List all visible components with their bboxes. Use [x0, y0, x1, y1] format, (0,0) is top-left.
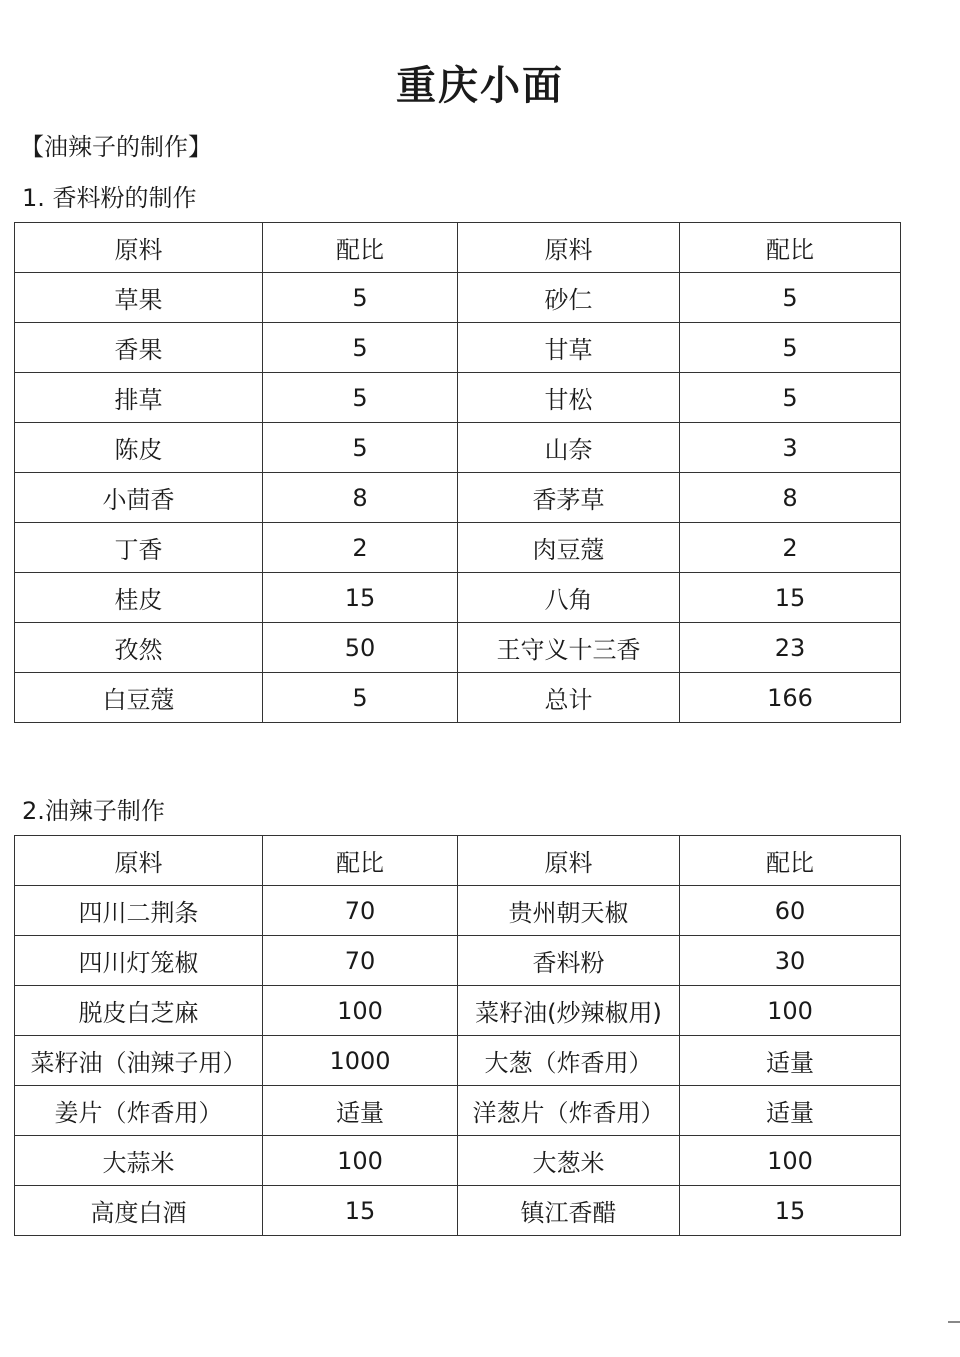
ingredient-cell: 甘草	[458, 323, 680, 373]
header-ratio: 配比	[680, 223, 901, 273]
ratio-cell: 5	[263, 323, 458, 373]
ingredient-cell: 姜片（炸香用）	[15, 1086, 263, 1136]
ratio-cell: 100	[680, 986, 901, 1036]
ingredient-cell: 香料粉	[458, 936, 680, 986]
ingredient-cell: 丁香	[15, 523, 263, 573]
table-row	[15, 1186, 901, 1236]
ratio-cell: 30	[680, 936, 901, 986]
ingredient-cell: 洋葱片（炸香用）	[458, 1086, 680, 1136]
table-row	[15, 1136, 901, 1186]
table-row	[15, 623, 901, 673]
ingredient-cell: 山奈	[458, 423, 680, 473]
ratio-cell: 5	[263, 673, 458, 723]
ratio-cell: 23	[680, 623, 901, 673]
ingredient-cell: 四川二荆条	[15, 886, 263, 936]
ratio-cell: 15	[680, 1186, 901, 1236]
header-ratio: 配比	[680, 836, 901, 886]
ingredient-cell: 甘松	[458, 373, 680, 423]
ratio-cell: 5	[680, 373, 901, 423]
section-1-heading: 1. 香料粉的制作	[22, 184, 197, 212]
header-ingredient: 原料	[458, 836, 680, 886]
ratio-cell: 5	[263, 373, 458, 423]
ingredient-cell: 香果	[15, 323, 263, 373]
ratio-cell: 50	[263, 623, 458, 673]
section-main-heading: 【油辣子的制作】	[20, 133, 212, 161]
ratio-cell: 适量	[680, 1086, 901, 1136]
table-header-row	[15, 223, 901, 273]
ingredient-cell: 菜籽油（油辣子用）	[15, 1036, 263, 1086]
table-row	[15, 986, 901, 1036]
ratio-cell: 15	[680, 573, 901, 623]
ingredient-cell: 镇江香醋	[458, 1186, 680, 1236]
section-2-heading: 2.油辣子制作	[22, 797, 165, 825]
ingredient-cell: 菜籽油(炒辣椒用)	[458, 986, 680, 1036]
ingredient-cell: 大葱（炸香用）	[458, 1036, 680, 1086]
ratio-cell: 70	[263, 886, 458, 936]
table-row	[15, 323, 901, 373]
ingredient-cell: 桂皮	[15, 573, 263, 623]
ratio-cell: 3	[680, 423, 901, 473]
header-ratio: 配比	[263, 836, 458, 886]
scan-edge-mark	[948, 1321, 960, 1323]
ratio-cell: 15	[263, 1186, 458, 1236]
header-ratio: 配比	[263, 223, 458, 273]
ingredient-cell: 脱皮白芝麻	[15, 986, 263, 1036]
page-title: 重庆小面	[396, 63, 564, 109]
table-row	[15, 273, 901, 323]
ingredient-cell: 砂仁	[458, 273, 680, 323]
ratio-cell: 2	[680, 523, 901, 573]
header-ingredient: 原料	[458, 223, 680, 273]
table-row	[15, 573, 901, 623]
total-label-cell: 总计	[458, 673, 680, 723]
table-row	[15, 423, 901, 473]
ingredient-cell: 孜然	[15, 623, 263, 673]
ingredient-cell: 高度白酒	[15, 1186, 263, 1236]
table-row	[15, 523, 901, 573]
ratio-cell: 适量	[680, 1036, 901, 1086]
ratio-cell: 8	[263, 473, 458, 523]
table-row	[15, 886, 901, 936]
ratio-cell: 15	[263, 573, 458, 623]
ratio-cell: 100	[263, 1136, 458, 1186]
ingredient-cell: 八角	[458, 573, 680, 623]
ingredient-cell: 排草	[15, 373, 263, 423]
ratio-cell: 1000	[263, 1036, 458, 1086]
ratio-cell: 100	[680, 1136, 901, 1186]
table-header-row	[15, 836, 901, 886]
table-row	[15, 1036, 901, 1086]
spice-powder-table	[14, 222, 901, 723]
ingredient-cell: 大蒜米	[15, 1136, 263, 1186]
ratio-cell: 5	[263, 423, 458, 473]
ratio-cell: 70	[263, 936, 458, 986]
header-ingredient: 原料	[15, 836, 263, 886]
table-row	[15, 373, 901, 423]
ingredient-cell: 贵州朝天椒	[458, 886, 680, 936]
ratio-cell: 100	[263, 986, 458, 1036]
header-ingredient: 原料	[15, 223, 263, 273]
ratio-cell: 5	[263, 273, 458, 323]
total-value-cell: 166	[680, 673, 901, 723]
ingredient-cell: 草果	[15, 273, 263, 323]
ratio-cell: 2	[263, 523, 458, 573]
ingredient-cell: 白豆蔻	[15, 673, 263, 723]
ingredient-cell: 香茅草	[458, 473, 680, 523]
ratio-cell: 8	[680, 473, 901, 523]
chili-oil-table	[14, 835, 901, 1236]
ratio-cell: 5	[680, 273, 901, 323]
ingredient-cell: 王守义十三香	[458, 623, 680, 673]
ingredient-cell: 大葱米	[458, 1136, 680, 1186]
ratio-cell: 60	[680, 886, 901, 936]
table-row	[15, 473, 901, 523]
table-row	[15, 1086, 901, 1136]
ingredient-cell: 肉豆蔻	[458, 523, 680, 573]
ingredient-cell: 小茴香	[15, 473, 263, 523]
ratio-cell: 5	[680, 323, 901, 373]
ingredient-cell: 陈皮	[15, 423, 263, 473]
ingredient-cell: 四川灯笼椒	[15, 936, 263, 986]
table-row	[15, 936, 901, 986]
ratio-cell: 适量	[263, 1086, 458, 1136]
table-row-total	[15, 673, 901, 723]
